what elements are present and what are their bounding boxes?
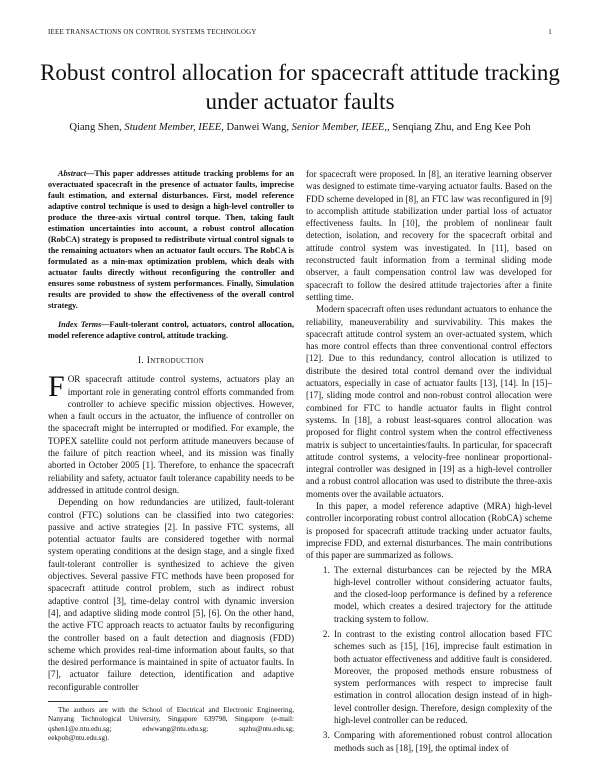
abstract-text: —This paper addresses attitude tracking problems for an overactuated spacecraft in the presence of actuator faults, imprecise fault estimation, and external disturbances. First, model reference adaptive control technique is used to design a high-level controller to produce the three-axis virtual control torque. Then, taking fault estimation uncertainties into account, a robust control allocation (RobCA) strategy is proposed to redistribute virtual control signals to the remaining actuators when an actuator fault occurs. The RobCA is formulated as a min-max optimization problem, which deals with actuator faults directly without reconfiguring the controller and ensures some robustness of system performances. Finally, Simulation results are provided to show the effectiveness of the overall control strategy. [48, 169, 294, 310]
page-number: 1 [548, 28, 552, 36]
right-column [306, 168, 552, 757]
contribution-item: 2. In contrast to the existing control allocation based FTC schemes such as [15], [16], imprecise fault estimation in both actuator effectiveness and additive fault is considered. Moreover, the proposed methods ensure robustness of system performances with respect to imprecise fault estimation in control allocation design instead of in high-level controller design. Therefore, design complexity of the high-level controller can be reduced. [332, 628, 552, 726]
footnote-rule [48, 701, 108, 702]
index-terms-label: Index Terms [58, 320, 102, 329]
paper-title: Robust control allocation for spacecraft attitude tracking under actuator faults [40, 60, 560, 114]
section-heading [48, 355, 294, 367]
contribution-item: 3. Comparing with aforementioned robust control allocation methods such as [18], [19], the optimal index of [332, 729, 552, 754]
author-line [40, 122, 560, 133]
contribution-item: 1. The external disturbances can be rejected by the MRA high-level controller without considering actuator faults, and the closed-loop performance is defined by a reference model, which creates a desired trajectory for the attitude tracking system to follow. [332, 564, 552, 625]
intro-paragraph-1-text: OR spacecraft attitude control systems, actuators play an important role in generating control efforts commanded from controller to achieve specific mission objectives. However, when a fault occurs in the actuator, the influence of controller on the spacecraft might be interrupted or modified. For example, the TOPEX satellite could not perform attitude maneuvers because of the failure of pitch reaction wheel, and its mission was finally aborted in October 2005 [1]. Therefore, to enhance the spacecraft reliability and safety, actuator fault tolerance capability needs to be addressed in attitude control design. [48, 374, 294, 495]
running-header [48, 28, 552, 36]
body-paragraph-1: for spacecraft were proposed. In [8], an iterative learning observer was designed to estimate time-varying actuator faults. Based on the FDD scheme developed in [8], an FTC law was reconfigured in [9] to accomplish attitude stabilization under partial loss of actuator effectiveness faults. In [10], the problem of nonlinear fault detection, isolation, and recovery for the spacecraft orbital and attitude control system was investigated. In [11], based on reconstructed fault information from a terminal sliding mode observer, a fault compensation control law was developed for spacecraft to follow the desired attitude trajectories after a finite settling time. [306, 169, 552, 302]
section-numeral: I. [137, 356, 147, 366]
left-column [48, 168, 294, 744]
body-paragraph-2: Modern spacecraft often uses redundant actuators to enhance the reliability, maneuverability and survivability. This makes the spacecraft attitude control system an over-actuated system, which has more control effects than three conventional control effectors [12]. Due to this redundancy, control allocation is utilized to distribute the desired total control demand over the individual actuators, especially in case of actuator faults [13], [14]. In [15]–[17], sliding mode control and non-robust control allocation were combined for FTC to handle actuator faults in flight control systems. In [18], a robust least-squares control allocation was proposed for flight control system when the control effectiveness matrix is subject to uncertainties/faults. In particular, for spacecraft attitude control systems, a velocity-free nonlinear proportional-integral controller was designed in [19] as a high-level controller and a robust control allocation was used to distribute the three-axis moments over the available actuators. [306, 304, 552, 499]
intro-paragraph-2: Depending on how redundancies are utilized, fault-tolerant control (FTC) solutions can be classified into two categories: passive and active strategies [2]. In passive FTC systems, all potential actuator faults are considered together with normal system operating conditions at the design stage, and a single fixed fault-tolerant controller is synthesized to achieve the given objectives. Several passive FTC methods have been proposed for spacecraft attitude control problem, such as indirect robust adaptive control [3], time-delay control with dynamic inversion [4], and adaptive sliding mode control [5], [6]. On the other hand, the active FTC approach reacts to actuator faults by reconfiguring the controller based on a fault detection and diagnosis (FDD) scheme which provides real-time information about faults, so that the desired performance is maintained in spite of actuator faults. In [7], actuator failure detection, identification and adaptive reconfigurable controller [48, 497, 294, 692]
author-1-role: Student Member, IEEE [124, 122, 222, 133]
index-terms [48, 319, 294, 341]
contributions-list [306, 564, 552, 754]
author-3: , Senqiang Zhu, and Eng Kee Poh [387, 122, 531, 133]
author-2: , Danwei Wang, [221, 122, 292, 133]
body-paragraph-3: In this paper, a model reference adaptive (MRA) high-level controller incorporating robust control allocation (RobCA) scheme is proposed for spacecraft attitude tracking under actuator faults, imprecise FDD, and external disturbances. The main contributions of this paper are summarized as follows. [306, 501, 552, 561]
abstract [48, 168, 294, 311]
author-2-role: Senior Member, IEEE, [291, 122, 387, 133]
abstract-label: Abstract [58, 169, 87, 178]
author-1: Qiang Shen, [69, 122, 125, 133]
index-terms-text: —Fault-tolerant control, actuators, control allocation, model reference adaptive control, attitude tracking. [48, 320, 294, 340]
intro-paragraph-1 [48, 370, 294, 496]
journal-name: IEEE TRANSACTIONS ON CONTROL SYSTEMS TECHNOLOGY [48, 28, 257, 36]
author-affiliation-footnote: The authors are with the School of Electrical and Electronic Engineering, Nanyang Technological University, Singapore 639798, Singapore (e-mail: qshen1@e.ntu.edu.sg; edwwang@ntu.edu.sg; sqzhu@ntu.edu.sg; eekpoh@ntu.edu.sg). [48, 706, 294, 743]
section-title: Introduction [146, 356, 205, 366]
drop-cap: F [48, 370, 65, 404]
